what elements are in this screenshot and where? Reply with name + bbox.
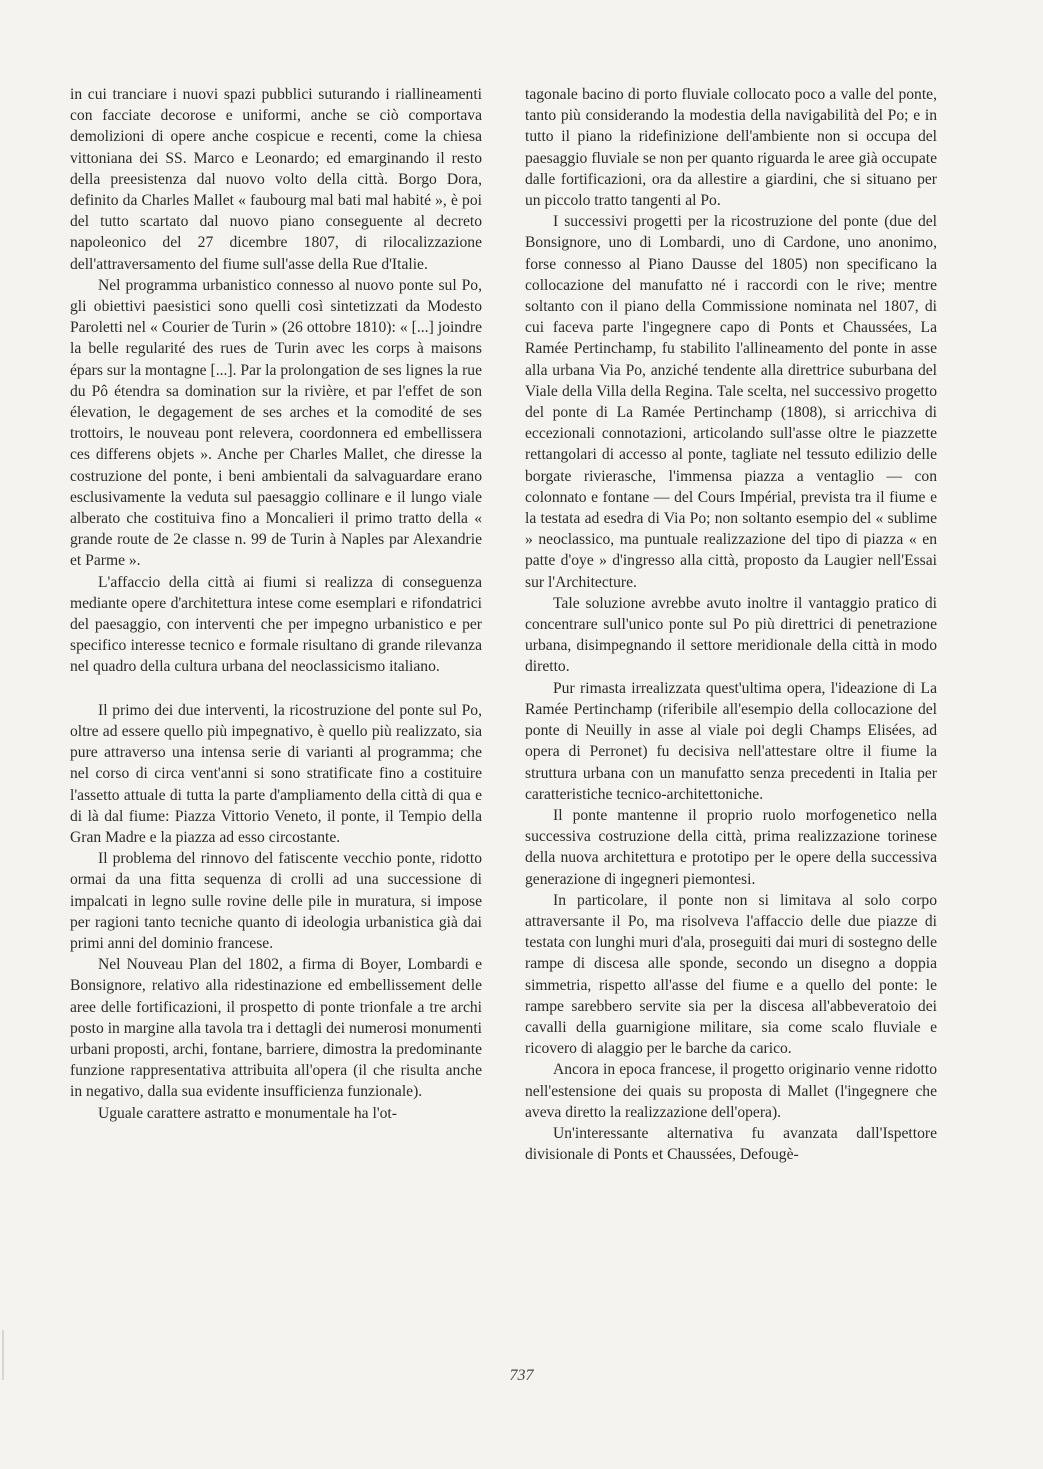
paragraph: Ancora in epoca francese, il progetto originario venne ridotto nell'estensione dei quais su proposta di Mallet (l'ingegnere che aveva diretto la realizzazione dell'opera). <box>525 1061 937 1121</box>
paragraph: Il ponte mantenne il proprio ruolo morfogenetico nella successiva costruzione della città, prima realizzazione torinese della nuova architettura e prototipo per le opere della successiva generazione di ingegneri piemontesi. <box>525 806 937 888</box>
paragraph: Il primo dei due interventi, la ricostruzione del ponte sul Po, oltre ad essere quello più impegnativo, è quello più realizzato, sia pure attraverso una intensa serie di varianti al programma; che nel corso di circa vent'anni si sono stratificate fino a costituire l'assetto attuale di tutta la parte d'ampliamento della città di qua e di là dal fiume: Piazza Vittorio Veneto, il ponte, il Tempio della Gran Madre e la piazza ad esso circostante. <box>70 701 482 846</box>
paragraph: Nel programma urbanistico connesso al nuovo ponte sul Po, gli obiettivi paesistici sono quelli così sintetizzati da Modesto Paroletti nel « Courier de Turin » (26 ottobre 1810): « [...] joindre la belle regularité des rues de Turin avec les corps à maisons épars sur la montagne [...]. Par la prolongation de ses lignes la rue du Pô étendra sa domination sur la rivière, et par l'effet de son élevation, le degagement de ses arches et la comodité de ses trottoirs, le nouveau pont relevera, coordonnera ed embellissera ces differens objets ». Anche per Charles Mallet, che diresse la costruzione del ponte, i beni ambientali da salvaguardare erano esclusivamente la veduta sul paesaggio collinare e il lungo viale alberato che costituiva fino a Moncalieri il primo tratto della « grande route de 2e classe n. 99 de Turin à Naples par Alexandrie et Parme ». <box>70 276 482 570</box>
paragraph: In particolare, il ponte non si limitava al solo corpo attraversante il Po, ma risolveva l'affaccio delle due piazze di testata con lunghi muri d'ala, proseguiti dai muri di sostegno delle rampe di discesa alle sponde, secondo un disegno a doppia simmetria, rispetto all'asse del fiume e a quello del ponte: le rampe sarebbero servite sia per la discesa all'abbeveratoio dei cavalli della guarnigione militare, sia come scalo fluviale e ricovero di alaggio per le barche da carico. <box>525 891 937 1058</box>
paragraph: Uguale carattere astratto e monumentale ha l'ot- <box>98 1104 397 1122</box>
paragraph: Il problema del rinnovo del fatiscente vecchio ponte, ridotto ormai da una fitta sequenza di crolli ad una successione di impalcati in legno sulle rovine delle pile in muratura, si impose per ragioni tanto tecniche quanto di ideologia urbanistica già dai primi anni del dominio francese. <box>70 850 482 952</box>
paragraph: in cui tranciare i nuovi spazi pubblici suturando i riallineamenti con facciate decorose e uniformi, anche se ciò comportava demolizioni di opere anche cospicue e recenti, come la chiesa vittoniana dei SS. Marco e Leonardo; ed emarginando il resto della preesistenza dal nuovo volto della città. Borgo Dora, definito da Charles Mallet « faubourg mal bati mal habité », è poi del tutto scartato dal nuovo piano conseguente al decreto napoleonico del 27 dicembre 1807, di rilocalizzazione dell'attraversamento del fiume sull'asse della Rue d'Italie. <box>70 86 482 273</box>
right-column <box>525 84 937 1165</box>
page-number: 737 <box>509 1367 534 1384</box>
left-column <box>70 84 482 1124</box>
paragraph: L'affaccio della città ai fiumi si realizza di conseguenza mediante opere d'architettura intese come esemplari e rifondatrici del paesaggio, con interventi che per impegno urbanistico e per specifico interesse tecnico e formale risultano di grande rilevanza nel quadro della cultura urbana del neoclassicismo italiano. <box>70 573 482 676</box>
paragraph: tagonale bacino di porto fluviale collocato poco a valle del ponte, tanto più considerando la modestia della navigabilità del Po; e in tutto il piano la ridefinizione dell'ambiente non si occupa del paesaggio fluviale se non per quanto riguarda le aree già occupate dalle fortificazioni, ora da allestire a giardini, che si situano per un piccolo tratto tangenti al Po. <box>525 86 937 210</box>
paragraph: Tale soluzione avrebbe avuto inoltre il vantaggio pratico di concentrare sull'unico ponte sul Po più direttrici di penetrazione urbana, disimpegnando il settore meridionale della città in modo diretto. <box>525 594 937 676</box>
paragraph: I successivi progetti per la ricostruzione del ponte (due del Bonsignore, uno di Lombardi, uno di Cardone, uno anonimo, forse connesso al Piano Dausse del 1805) non specificano la collocazione del manufatto né i raccordi con le rive; mentre soltanto con il piano della Commissione nominata nel 1807, di cui faceva parte l'ingegnere capo di Ponts et Chaussées, La Ramée Pertinchamp, fu stabilito l'allineamento del ponte in asse alla urbana Via Po, anziché tendente alla direttrice suburbana del Viale della Villa della Regina. Tale scelta, nel successivo progetto del ponte di La Ramée Pertinchamp (1808), si arricchiva di eccezionali connotazioni, articolando sull'asse oltre le piazzette rettangolari di accesso al ponte, tagliate nel tessuto edilizio delle borgate rivierasche, l'immensa piazza a ventaglio — con colonnato e fontane — del Cours Impérial, prevista tra il fiume e la testata ad esedra di Via Po; non soltanto esempio del « sublime » neoclassico, ma puntuale realizzazione del tipo di piazza « en patte d'oye » d'ingresso alla città, proposto da Laugier nell'Essai sur l'Architecture. <box>525 213 937 591</box>
paragraph: Un'interessante alternativa fu avanzata dall'Ispettore divisionale di Ponts et Chaussées, Defougè- <box>525 1124 937 1164</box>
paragraph: Pur rimasta irrealizzata quest'ultima opera, l'ideazione di La Ramée Pertinchamp (riferibile all'esempio della collocazione del ponte di Neuilly in asse al viale poi degli Champs Elisées, ad opera di Perronet) fu decisiva nell'attestare oltre il fiume la struttura urbana con un manufatto senza precedenti in Italia per caratteristiche tecnico-architettoniche. <box>525 679 937 803</box>
paragraph: Nel Nouveau Plan del 1802, a firma di Boyer, Lombardi e Bonsignore, relativo alla ridestinazione ed embellissement delle aree delle fortificazioni, il prospetto di ponte trionfale a tre archi posto in margine alla tavola tra i dettagli dei numerosi monumenti urbani proposti, archi, fontane, barriere, dimostra la predominante funzione rappresentativa attribuita all'opera (il che risulta anche in negativo, dalla sua evidente insufficienza funzionale). <box>70 956 482 1101</box>
